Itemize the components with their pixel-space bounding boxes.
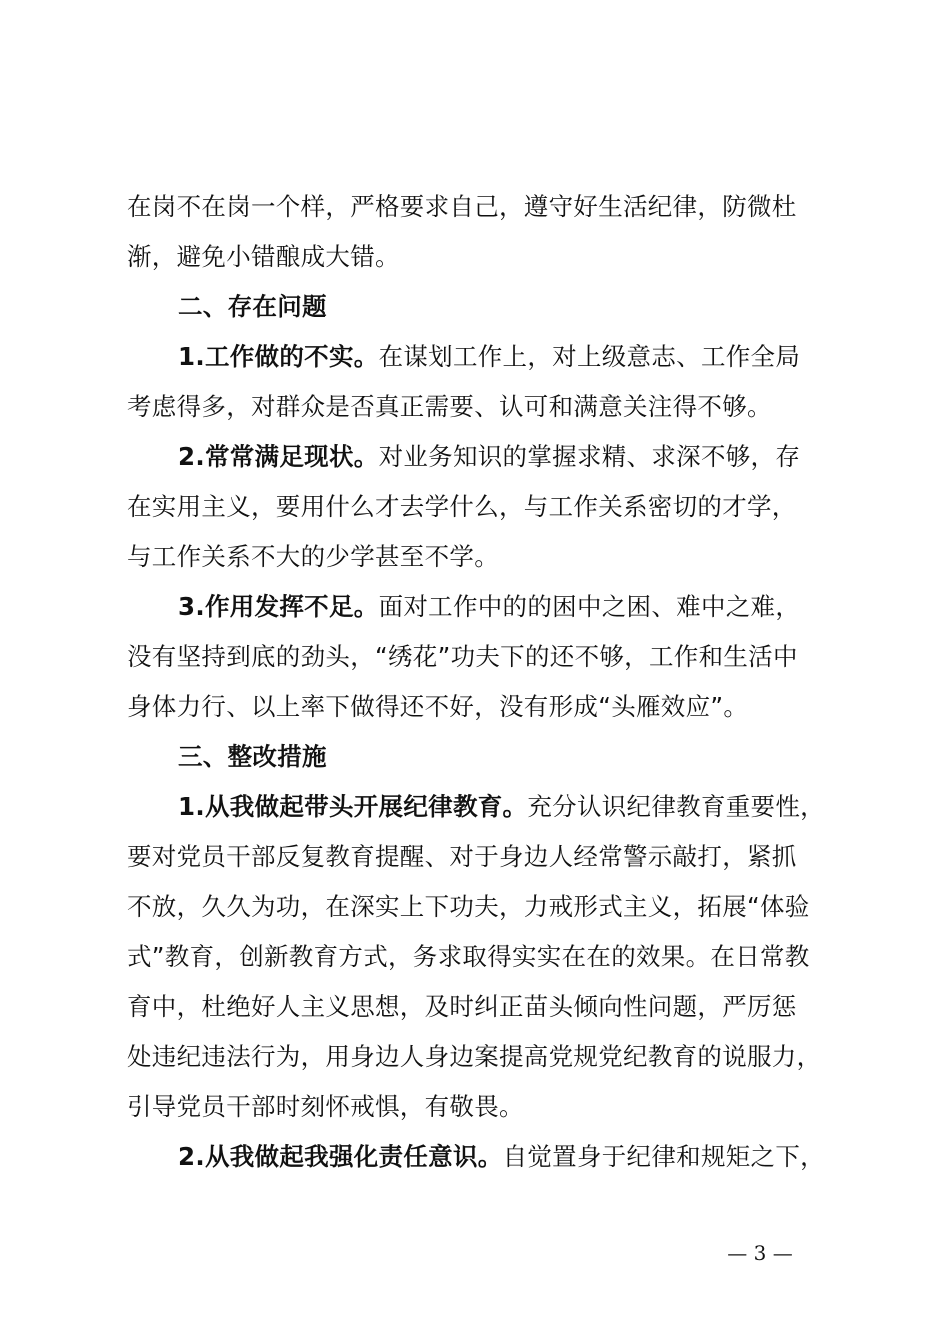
line-text: 充分认识纪律教育重要性， — [527, 792, 825, 821]
line-text: 不放，久久为功，在深实上下功夫，力戒形式主义，拓展“体验 — [127, 892, 810, 921]
paragraph-line — [127, 332, 847, 382]
item-title: 1.从我做起带头开展纪律教育。 — [178, 792, 528, 821]
paragraph-line — [127, 232, 847, 282]
paragraph-line — [127, 1132, 847, 1182]
item-title: 1.工作做的不实。 — [178, 342, 379, 371]
line-text: 在谋划工作上，对上级意志、工作全局 — [378, 342, 801, 371]
section-heading-measures — [127, 732, 847, 782]
line-text: 面对工作中的的困中之困、难中之难， — [378, 592, 801, 621]
line-text: 对业务知识的掌握求精、求深不够，存 — [378, 442, 801, 471]
paragraph-line — [127, 1032, 847, 1082]
line-text: 考虑得多，对群众是否真正需要、认可和满意关注得不够。 — [127, 392, 772, 421]
line-text: 渐，避免小错酿成大错。 — [127, 242, 400, 271]
line-text: 身体力行、以上率下做得还不好，没有形成“头雁效应”。 — [127, 692, 749, 721]
line-text: 在实用主义，要用什么才去学什么，与工作关系密切的才学， — [127, 492, 797, 521]
line-text: 要对党员干部反复教育提醒、对于身边人经常警示敲打，紧抓 — [127, 842, 797, 871]
heading-text: 二、存在问题 — [178, 292, 327, 321]
line-text: 自觉置身于纪律和规矩之下， — [502, 1142, 825, 1171]
paragraph-line — [127, 882, 847, 932]
paragraph-line — [127, 682, 847, 732]
line-text: 引导党员干部时刻怀戒惧，有敬畏。 — [127, 1092, 524, 1121]
paragraph-line — [127, 432, 847, 482]
paragraph-line — [127, 1082, 847, 1132]
page-number: — 3 — — [727, 1241, 793, 1265]
paragraph-line — [127, 182, 847, 232]
paragraph-line — [127, 982, 847, 1032]
paragraph-line — [127, 532, 847, 582]
line-text: 处违纪违法行为，用身边人身边案提高党规党纪教育的说服力， — [127, 1042, 822, 1071]
line-text: 育中，杜绝好人主义思想，及时纠正苗头倾向性问题，严厉惩 — [127, 992, 797, 1021]
item-title: 2.常常满足现状。 — [178, 442, 379, 471]
item-title: 3.作用发挥不足。 — [178, 592, 379, 621]
paragraph-line — [127, 932, 847, 982]
body-text — [127, 182, 847, 1182]
line-text: 式”教育，创新教育方式，务求取得实实在在的效果。在日常教 — [127, 942, 810, 971]
item-title: 2.从我做起我强化责任意识。 — [178, 1142, 503, 1171]
paragraph-line — [127, 482, 847, 532]
line-text: 与工作关系不大的少学甚至不学。 — [127, 542, 499, 571]
paragraph-line — [127, 832, 847, 882]
line-text: 没有坚持到底的劲头，“绣花”功夫下的还不够，工作和生活中 — [127, 642, 798, 671]
paragraph-line — [127, 582, 847, 632]
section-heading-problems — [127, 282, 847, 332]
line-text: 在岗不在岗一个样，严格要求自己，遵守好生活纪律，防微杜 — [127, 192, 797, 221]
paragraph-line — [127, 382, 847, 432]
paragraph-line — [127, 782, 847, 832]
heading-text: 三、整改措施 — [178, 742, 327, 771]
paragraph-line — [127, 632, 847, 682]
